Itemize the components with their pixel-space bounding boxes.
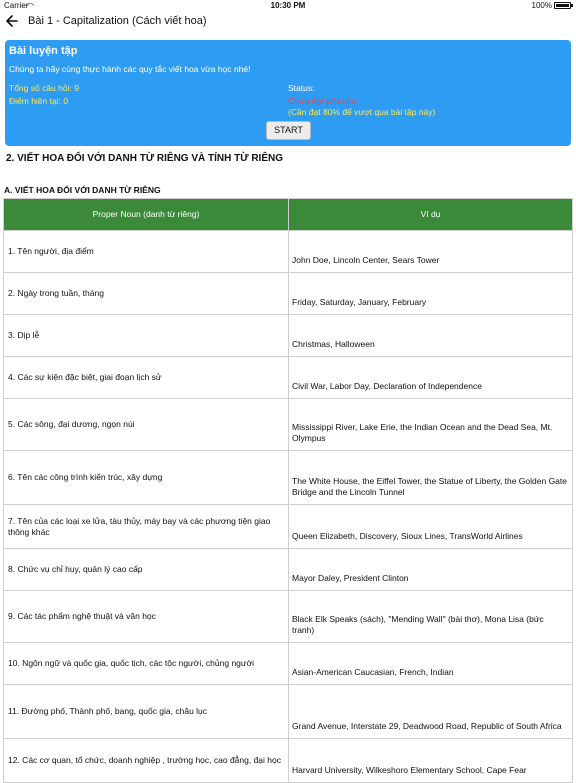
table-row bbox=[4, 230, 572, 272]
example-cell: Mayor Daley, President Clinton bbox=[292, 573, 409, 583]
noun-cell: 12. Các cơ quan, tổ chức, doanh nghiệp , trường học, cao đẳng, đại học bbox=[4, 739, 289, 782]
practice-panel bbox=[5, 40, 571, 146]
noun-cell: 11. Đường phố, Thành phố, bang, quốc gia, châu lục bbox=[4, 685, 289, 738]
noun-cell: 8. Chức vụ chỉ huy, quản lý cao cấp bbox=[4, 549, 289, 590]
noun-cell: 10. Ngôn ngữ và quốc gia, quốc tịch, các tộc người, chủng người bbox=[4, 643, 289, 684]
status-value: Chưa đạt yêu cầu bbox=[288, 96, 356, 106]
example-cell: Friday, Saturday, January, February bbox=[292, 297, 427, 307]
noun-cell: 5. Các sông, đại dương, ngọn núi bbox=[4, 399, 289, 450]
noun-cell: 3. Dịp lễ bbox=[4, 315, 289, 356]
header-example: Ví dụ bbox=[420, 209, 441, 219]
table-row bbox=[4, 356, 572, 398]
example-cell: Queen Elizabeth, Discovery, Sioux Lines, TransWorld Airlines bbox=[292, 531, 523, 541]
start-button[interactable]: START bbox=[266, 121, 311, 140]
table-row bbox=[4, 684, 572, 738]
wifi-icon: ◠ bbox=[27, 1, 34, 10]
proper-noun-table bbox=[3, 198, 573, 783]
noun-cell: 1. Tên người, địa điểm bbox=[4, 231, 289, 272]
example-cell: The White House, the Eiffel Tower, the Statue of Liberty, the Golden Gate Bridge and the Lincoln Tunnel bbox=[292, 476, 567, 497]
table-header bbox=[4, 199, 572, 230]
table-row bbox=[4, 590, 572, 642]
status-time: 10:30 PM bbox=[270, 1, 306, 10]
section-heading: 2. VIẾT HOA ĐỐI VỚI DANH TỪ RIÊNG VÀ TÍNH TỪ RIÊNG bbox=[6, 153, 283, 164]
noun-cell: 2. Ngày trong tuần, tháng bbox=[4, 273, 289, 314]
noun-cell: 9. Các tác phẩm nghệ thuật và văn học bbox=[4, 591, 289, 642]
table-row bbox=[4, 314, 572, 356]
page-title: Bài 1 - Capitalization (Cách viết hoa) bbox=[28, 15, 207, 27]
example-cell: Mississippi River, Lake Erie, the Indian Ocean and the Dead Sea, Mt. Olympus bbox=[292, 422, 553, 443]
practice-title: Bài luyện tập bbox=[9, 45, 78, 57]
table-row bbox=[4, 504, 572, 548]
table-row bbox=[4, 738, 572, 782]
battery-percent: 100% bbox=[531, 1, 552, 10]
status-note: (Cần đạt 80% để vượt qua bài tập này) bbox=[288, 107, 436, 117]
sub-heading: A. VIẾT HOA ĐỐI VỚI DANH TỪ RIÊNG bbox=[4, 185, 161, 195]
total-questions: Tổng số câu hỏi: 9 bbox=[9, 83, 79, 93]
table-row bbox=[4, 642, 572, 684]
example-cell: Harvard University, Wilkeshoro Elementary School, Cape Fear bbox=[292, 765, 527, 775]
example-cell: Black Elk Speaks (sách), "Mending Wall" (bài thơ), Mona Lisa (bức tranh) bbox=[292, 614, 544, 635]
practice-description: Chúng ta hãy cùng thực hành các quy tắc viết hoa vừa học nhé! bbox=[9, 64, 251, 74]
noun-cell: 6. Tên các công trình kiến trúc, xây dựng bbox=[4, 451, 289, 504]
header-proper-noun: Proper Noun (danh từ riêng) bbox=[4, 199, 289, 230]
carrier-label: Carrier bbox=[4, 1, 29, 10]
example-cell: Christmas, Halloween bbox=[292, 339, 375, 349]
example-cell: Asian-American Caucasian, French, Indian bbox=[292, 667, 454, 677]
table-row bbox=[4, 450, 572, 504]
status-label: Status: bbox=[288, 83, 315, 93]
battery-icon bbox=[554, 2, 571, 9]
noun-cell: 4. Các sự kiện đặc biệt, giai đoạn lịch sử bbox=[4, 357, 289, 398]
nav-bar bbox=[0, 12, 576, 32]
back-arrow-icon[interactable] bbox=[6, 12, 22, 30]
status-bar bbox=[0, 0, 576, 12]
table-row bbox=[4, 398, 572, 450]
current-score: Điểm hiện tại: 0 bbox=[9, 96, 69, 106]
example-cell: Civil War, Labor Day, Declaration of Independence bbox=[292, 381, 482, 391]
noun-cell: 7. Tên của các loại xe lửa, tàu thủy, máy bay và các phương tiện giao thông khác bbox=[4, 505, 289, 548]
example-cell: John Doe, Lincoln Center, Sears Tower bbox=[292, 255, 440, 265]
example-cell: Grand Avenue, Interstate 29, Deadwood Road, Republic of South Africa bbox=[292, 721, 562, 731]
table-row bbox=[4, 548, 572, 590]
table-row bbox=[4, 272, 572, 314]
